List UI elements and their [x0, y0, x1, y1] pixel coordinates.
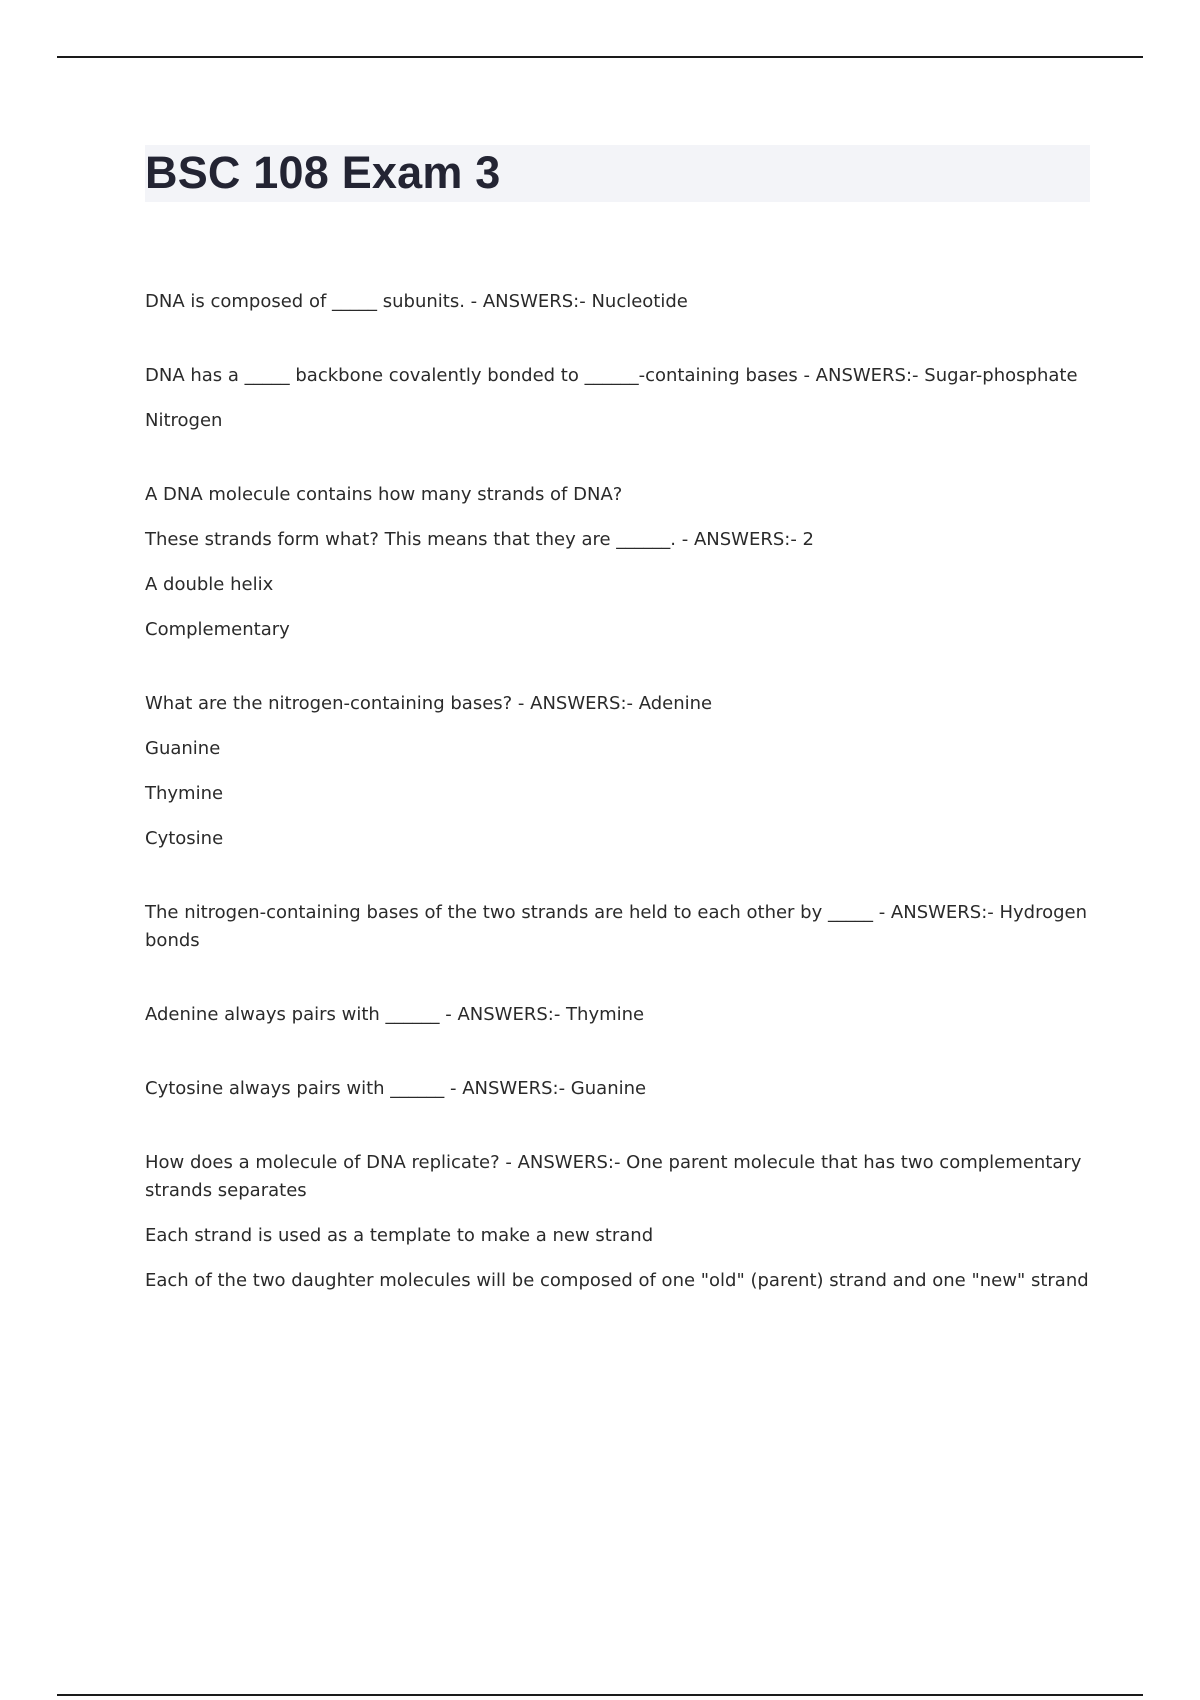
qa-line: What are the nitrogen-containing bases? - ANSWERS:- Adenine [145, 693, 713, 714]
qa-line: Nitrogen [145, 410, 223, 431]
qa-list [145, 288, 1095, 1341]
qa-line: Cytosine [145, 828, 224, 849]
qa-line: Thymine [145, 783, 224, 804]
top-rule [57, 56, 1143, 58]
qa-line: DNA is composed of _____ subunits. - ANSWERS:- Nucleotide [145, 291, 688, 312]
qa-line: A DNA molecule contains how many strands of DNA? [145, 484, 623, 505]
qa-line: DNA has a _____ backbone covalently bonded to ______-containing bases - ANSWERS:- Sugar-phosphate [145, 365, 1078, 386]
qa-line: A double helix [145, 574, 274, 595]
qa-item-3 [145, 481, 1095, 644]
qa-line: Each strand is used as a template to make a new strand [145, 1225, 654, 1246]
qa-item-5 [145, 899, 1095, 955]
qa-line: Cytosine always pairs with ______ - ANSWERS:- Guanine [145, 1078, 647, 1099]
qa-line: Adenine always pairs with ______ - ANSWERS:- Thymine [145, 1004, 645, 1025]
qa-item-6 [145, 1001, 1095, 1029]
qa-item-8 [145, 1149, 1095, 1295]
qa-item-1 [145, 288, 1095, 316]
qa-line: The nitrogen-containing bases of the two strands are held to each other by _____ - ANSWERS:- Hydrogen bonds [145, 902, 1088, 951]
qa-line: Complementary [145, 619, 290, 640]
document-title: BSC 108 Exam 3 [145, 147, 501, 198]
qa-item-7 [145, 1075, 1095, 1103]
qa-line: Each of the two daughter molecules will be composed of one "old" (parent) strand and one "new" strand [145, 1270, 1089, 1291]
qa-line: How does a molecule of DNA replicate? - ANSWERS:- One parent molecule that has two complementary strands separates [145, 1152, 1082, 1201]
qa-line: These strands form what? This means that they are ______. - ANSWERS:- 2 [145, 529, 815, 550]
bottom-rule [57, 1694, 1143, 1696]
qa-item-2 [145, 362, 1095, 435]
qa-line: Guanine [145, 738, 221, 759]
qa-item-4 [145, 690, 1095, 853]
